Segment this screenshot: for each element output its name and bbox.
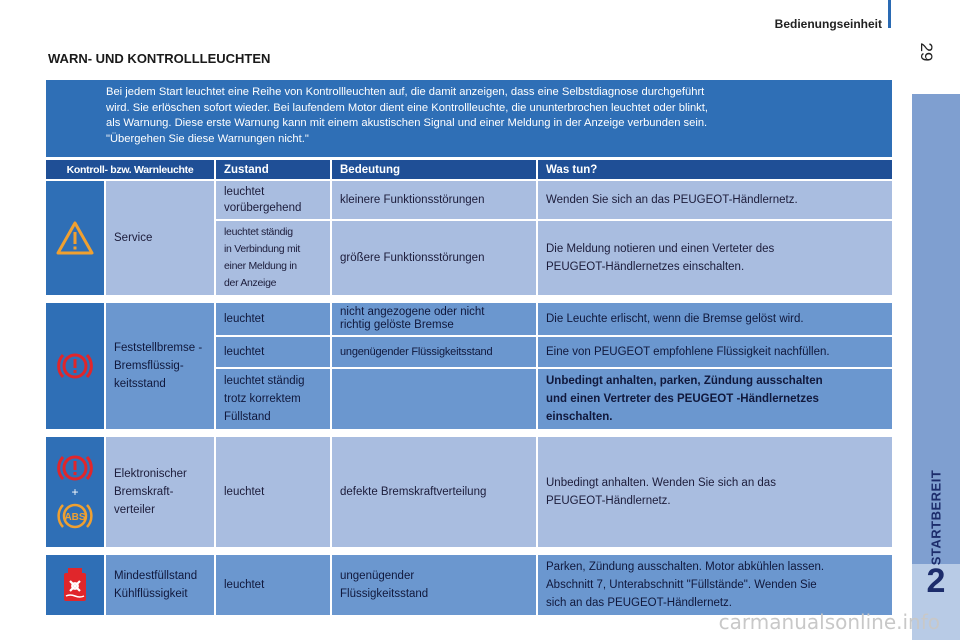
state-cell: leuchtet vorübergehend bbox=[216, 181, 330, 219]
table-row bbox=[46, 303, 892, 335]
action-cell: Parken, Zündung ausschalten. Motor abkühlen lassen. Abschnitt 7, Unterabschnitt "Füllstände". Wenden Sie sich an das PEUGEOT-Händlernetz. bbox=[538, 555, 892, 615]
intro-line: "Übergehen Sie diese Warnungen nicht." bbox=[106, 132, 309, 145]
meaning-cell: ungenügender Flüssigkeitsstand bbox=[332, 337, 536, 367]
header-lamp: Kontroll- bzw. Warnleuchte bbox=[46, 160, 214, 179]
state-cell: leuchtet ständig in Verbindung mit einer Meldung in der Anzeige bbox=[216, 221, 330, 295]
header-action: Was tun? bbox=[538, 160, 892, 179]
page-number: 29 bbox=[917, 42, 936, 62]
table-header-row bbox=[46, 160, 892, 179]
service-icon-cell bbox=[46, 181, 104, 295]
brake-warning-icon bbox=[55, 349, 95, 383]
action-cell: Unbedingt anhalten, parken, Zündung ausschalten und einen Vertreter des PEUGEOT -Händlernetzes einschalten. bbox=[538, 369, 892, 429]
header-title: Bedienungseinheit bbox=[774, 17, 882, 31]
state-cell: leuchtet bbox=[216, 555, 330, 615]
state-cell: leuchtet bbox=[216, 437, 330, 547]
state-cell: leuchtet bbox=[216, 337, 330, 367]
intro-line: wird. Sie erlöschen sofort wieder. Bei laufendem Motor dient eine Kontrollleuchte, die ununterbrochen leuchtet oder blinkt, bbox=[106, 101, 708, 114]
header-meaning: Bedeutung bbox=[332, 160, 536, 179]
meaning-cell: ungenügender Flüssigkeitsstand bbox=[332, 555, 536, 615]
state-cell: leuchtet ständig trotz korrektem Füllstand bbox=[216, 369, 330, 429]
chapter-number: 2 bbox=[926, 562, 946, 600]
coolant-icon-cell bbox=[46, 555, 104, 615]
lamp-name: Feststellbremse - Bremsflüssig- keitsstand bbox=[106, 303, 214, 429]
lamp-name: Service bbox=[106, 181, 214, 295]
meaning-cell bbox=[332, 369, 536, 429]
ebd-icon-cell bbox=[46, 437, 104, 547]
intro-line: Bei jedem Start leuchtet eine Reihe von Kontrollleuchten auf, die damit anzeigen, dass eine Selbstdiagnose durchgeführt bbox=[106, 86, 705, 98]
action-cell: Eine von PEUGEOT empfohlene Flüssigkeit nachfüllen. bbox=[538, 337, 892, 367]
table-row bbox=[46, 555, 892, 615]
header-state: Zustand bbox=[216, 160, 330, 179]
side-tab-label: STARTBEREIT bbox=[928, 469, 944, 566]
abs-icon bbox=[55, 499, 95, 533]
lamp-name: Elektronischer Bremskraft- verteiler bbox=[106, 437, 214, 547]
header-divider bbox=[888, 0, 891, 28]
warning-lights-table bbox=[44, 158, 894, 617]
section-title: WARN- UND KONTROLLLEUCHTEN bbox=[48, 51, 271, 66]
action-cell: Unbedingt anhalten. Wenden Sie sich an das PEUGEOT-Händlernetz. bbox=[538, 437, 892, 547]
table-row bbox=[46, 437, 892, 547]
lamp-name: Mindestfüllstand Kühlflüssigkeit bbox=[106, 555, 214, 615]
intro-box bbox=[46, 80, 892, 157]
brake-icon-cell bbox=[46, 303, 104, 429]
action-cell: Die Leuchte erlischt, wenn die Bremse gelöst wird. bbox=[538, 303, 892, 335]
warning-triangle-icon bbox=[55, 220, 95, 256]
meaning-cell: nicht angezogene oder nicht richtig gelöste Bremse bbox=[332, 303, 536, 335]
table-row bbox=[46, 181, 892, 219]
intro-line: als Warnung. Diese erste Warnung kann mit einem akustischen Signal und einer Meldung in der Anzeige verbunden sein. bbox=[106, 117, 708, 129]
action-cell: Wenden Sie sich an das PEUGEOT-Händlernetz. bbox=[538, 181, 892, 219]
plus-sign: + bbox=[71, 485, 79, 499]
action-cell: Die Meldung notieren und einen Verteter des PEUGEOT-Händlernetzes einschalten. bbox=[538, 221, 892, 295]
meaning-cell: defekte Bremskraftverteilung bbox=[332, 437, 536, 547]
abs-label: ABS bbox=[64, 512, 86, 523]
meaning-cell: größere Funktionsstörungen bbox=[332, 221, 536, 295]
coolant-level-icon bbox=[60, 565, 90, 605]
meaning-cell: kleinere Funktionsstörungen bbox=[332, 181, 536, 219]
brake-warning-icon bbox=[55, 451, 95, 485]
state-cell: leuchtet bbox=[216, 303, 330, 335]
watermark: carmanualsonline.info bbox=[718, 610, 940, 634]
